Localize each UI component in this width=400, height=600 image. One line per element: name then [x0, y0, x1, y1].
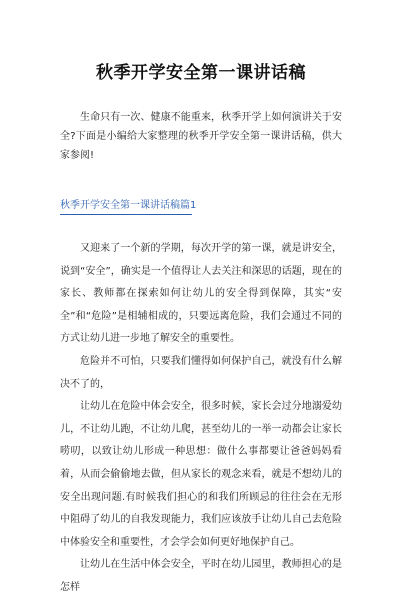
document-title: 秋季开学安全第一课讲话稿	[96, 63, 306, 83]
body-paragraph-4: 让幼儿在生活中体会安全，平时在幼儿园里，教师担心的是怎样	[60, 559, 342, 593]
intro-paragraph: 生命只有一次、健康不能重来，秋季开学上如何演讲关于安全?下面是小编给大家整理的秋季开学安全第一课讲话稿，供大家参阅!	[60, 112, 342, 161]
body-paragraph-2: 危险并不可怕，只要我们懂得如何保护自己，就没有什么解决不了的，	[60, 355, 342, 390]
body-paragraph-3: 让幼儿在危险中体会安全，很多时候，家长会过分地溺爱幼儿，不让幼儿跑，不让幼儿爬，甚至幼儿的一举一动都会让家长唠叨，以致让幼儿形成一种思想：做什么事都要让爸爸妈妈看着，从而会偷偷地去做，但从家长的观念来看，就是不想幼儿的安全出现问题.有时候我们担心的和我们所顾忌的往往会在无形中阻碍了幼儿的自我发现能力，我们应该放手让幼儿自己去危险中体验安全和重要性，才会学会如何更好地保护自己。	[60, 401, 342, 548]
body-paragraph-1: 又迎来了一个新的学期，每次开学的第一课，就是讲安全，说到“安全”，确实是一个值得让人去关注和深思的话题，现在的家长、教师都在探索如何让幼儿的安全得到保障，其实“安全”和“危险”是相辅相成的，只要远离危险，我们会通过不同的方式让幼儿进一步地了解安全的重要性。	[60, 243, 342, 345]
section-link[interactable]: 秋季开学安全第一课讲话稿篇1	[60, 198, 192, 215]
